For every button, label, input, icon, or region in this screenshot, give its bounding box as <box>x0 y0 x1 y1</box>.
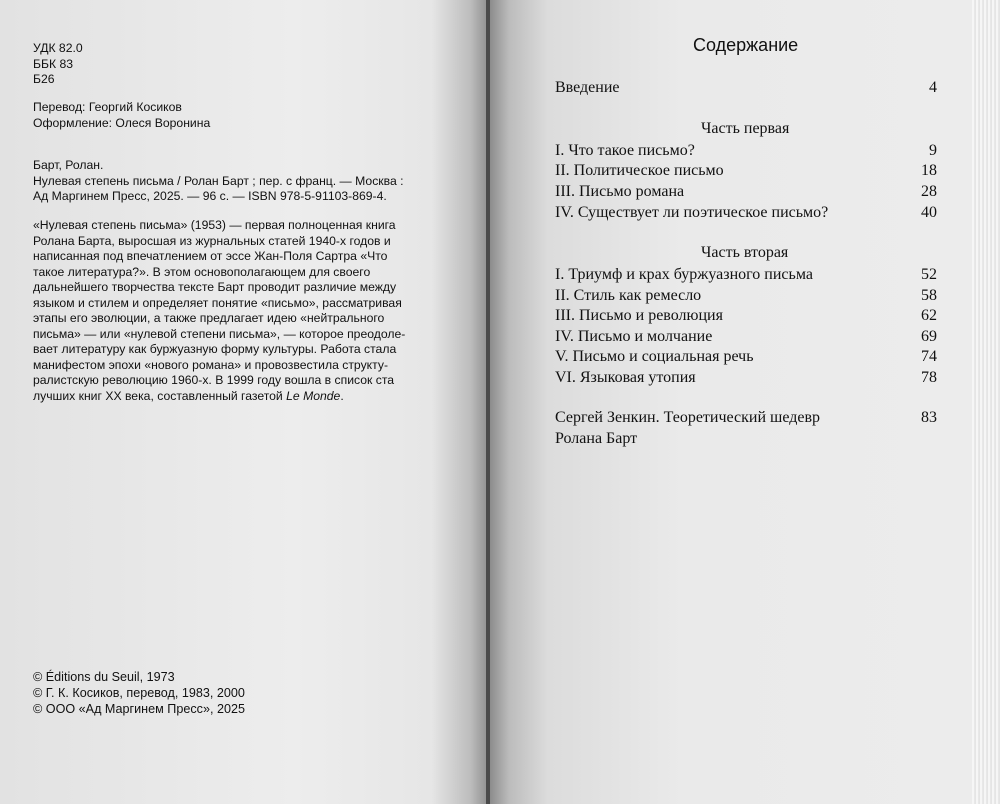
bib-line: Нулевая степень письма / Ролан Барт ; пер. с франц. — Москва : <box>33 173 404 188</box>
toc-entry[interactable] <box>555 182 937 203</box>
translator-credit: Перевод: Георгий Косиков <box>33 100 182 114</box>
annotation-text: лучших книг XX века, составленный газетой <box>33 388 287 403</box>
toc-page-number: 69 <box>921 328 937 345</box>
copyright-line: © Г. К. Косиков, перевод, 1983, 2000 <box>33 686 245 700</box>
part-one-heading: Часть первая <box>701 120 790 137</box>
toc-entry[interactable] <box>555 203 937 224</box>
toc-page-number: 62 <box>921 307 937 324</box>
toc-entry-title: II. Стиль как ремесло <box>555 287 702 304</box>
toc-page-number: 4 <box>929 79 937 96</box>
annotation-line: этапы его эволюции, а также предлагает идею «нейтрального <box>33 311 385 325</box>
toc-entry[interactable] <box>555 306 937 327</box>
toc-entry-afterword[interactable] <box>555 408 937 449</box>
toc-page-number: 9 <box>929 142 937 159</box>
toc-entry-title: Введение <box>555 79 620 96</box>
toc-page-number: 74 <box>921 348 937 365</box>
toc-entry[interactable] <box>555 141 937 162</box>
bibliographic-record <box>33 158 404 205</box>
toc-entry[interactable] <box>555 347 937 368</box>
toc-page-number: 78 <box>921 369 937 386</box>
toc-title: Содержание <box>693 35 799 55</box>
toc-entry-title: VI. Языковая утопия <box>555 369 696 386</box>
annotation-line: вает литературу как буржуазную форму культуры. Работа стала <box>33 342 397 356</box>
design-credit: Оформление: Олеся Воронина <box>33 115 211 130</box>
part-two-heading: Часть вторая <box>701 244 789 261</box>
toc-page-number: 52 <box>921 266 937 283</box>
toc-entry-title: III. Письмо и революция <box>555 307 723 324</box>
toc-entry[interactable] <box>555 286 937 307</box>
copyright-block <box>33 669 245 717</box>
toc-page-number: 83 <box>921 409 937 426</box>
toc-entry-title: I. Триумф и крах буржуазного письма <box>555 266 813 283</box>
newspaper-title: Le Monde <box>286 388 341 403</box>
toc-entry-title: IV. Письмо и молчание <box>555 328 713 345</box>
author-mark: Б26 <box>33 72 55 86</box>
toc-page-number: 58 <box>921 287 937 304</box>
toc-entry[interactable] <box>555 368 937 389</box>
toc-entry[interactable] <box>555 327 937 348</box>
toc-page-number: 40 <box>921 204 937 221</box>
annotation-line: Ролана Барта, выросшая из журнальных статей 1940-х годов и <box>33 233 391 248</box>
udk-code: УДК 82.0 <box>33 41 83 55</box>
annotation-line: «Нулевая степень письма» (1953) — первая полноценная книга <box>33 218 396 232</box>
toc-entry-title: I. Что такое письмо? <box>555 142 695 159</box>
catalog-codes <box>33 41 83 88</box>
toc-entry-title: V. Письмо и социальная речь <box>555 348 754 365</box>
book-annotation <box>33 218 405 404</box>
bib-line: Ад Маргинем Пресс, 2025. — 96 с. — ISBN 978-5-91103-869-4. <box>33 189 387 203</box>
toc-entry[interactable] <box>555 161 937 182</box>
toc-page-number: 18 <box>921 162 937 179</box>
copyright-line: © ООО «Ад Маргинем Пресс», 2025 <box>33 702 245 716</box>
toc-entry-intro[interactable] <box>555 78 937 99</box>
toc-entry-title: Сергей Зенкин. Теоретический шедевр <box>555 409 821 426</box>
annotation-line: ралистскую революцию 1960-х. В 1999 году вошла в список ста <box>33 373 395 387</box>
annotation-line: написанная под впечатлением от эссе Жан-Поля Сартра «Что <box>33 249 388 263</box>
credits <box>33 100 210 131</box>
page-edges <box>972 0 1000 804</box>
toc-entry-title: II. Политическое письмо <box>555 162 724 179</box>
toc-entry[interactable] <box>555 265 937 286</box>
annotation-line: письма» — или «нулевой степени письма», — которое преодоле- <box>33 326 406 341</box>
toc-entry-title: IV. Существует ли поэтическое письмо? <box>555 204 829 221</box>
bbk-code: ББК 83 <box>33 56 74 71</box>
toc-page-number: 28 <box>921 183 937 200</box>
toc-entry-title: III. Письмо романа <box>555 183 685 200</box>
annotation-end: . <box>340 388 344 403</box>
left-page <box>0 0 490 804</box>
bib-line: Барт, Ролан. <box>33 158 104 172</box>
annotation-line: дальнейшего творчества тексте Барт проводит различие между <box>33 280 397 294</box>
annotation-line: манифестом эпохи «нового романа» и провозвестила структу- <box>33 357 389 372</box>
toc-entry-title-continued: Ролана Барт <box>555 429 638 447</box>
annotation-last-line <box>33 389 405 405</box>
annotation-line: языком и стилем и определяет понятие «письмо», рассматривая <box>33 295 402 310</box>
copyright-line: © Éditions du Seuil, 1973 <box>33 670 175 684</box>
annotation-line: такое литература?». В этом основополагающем для своего <box>33 264 371 279</box>
